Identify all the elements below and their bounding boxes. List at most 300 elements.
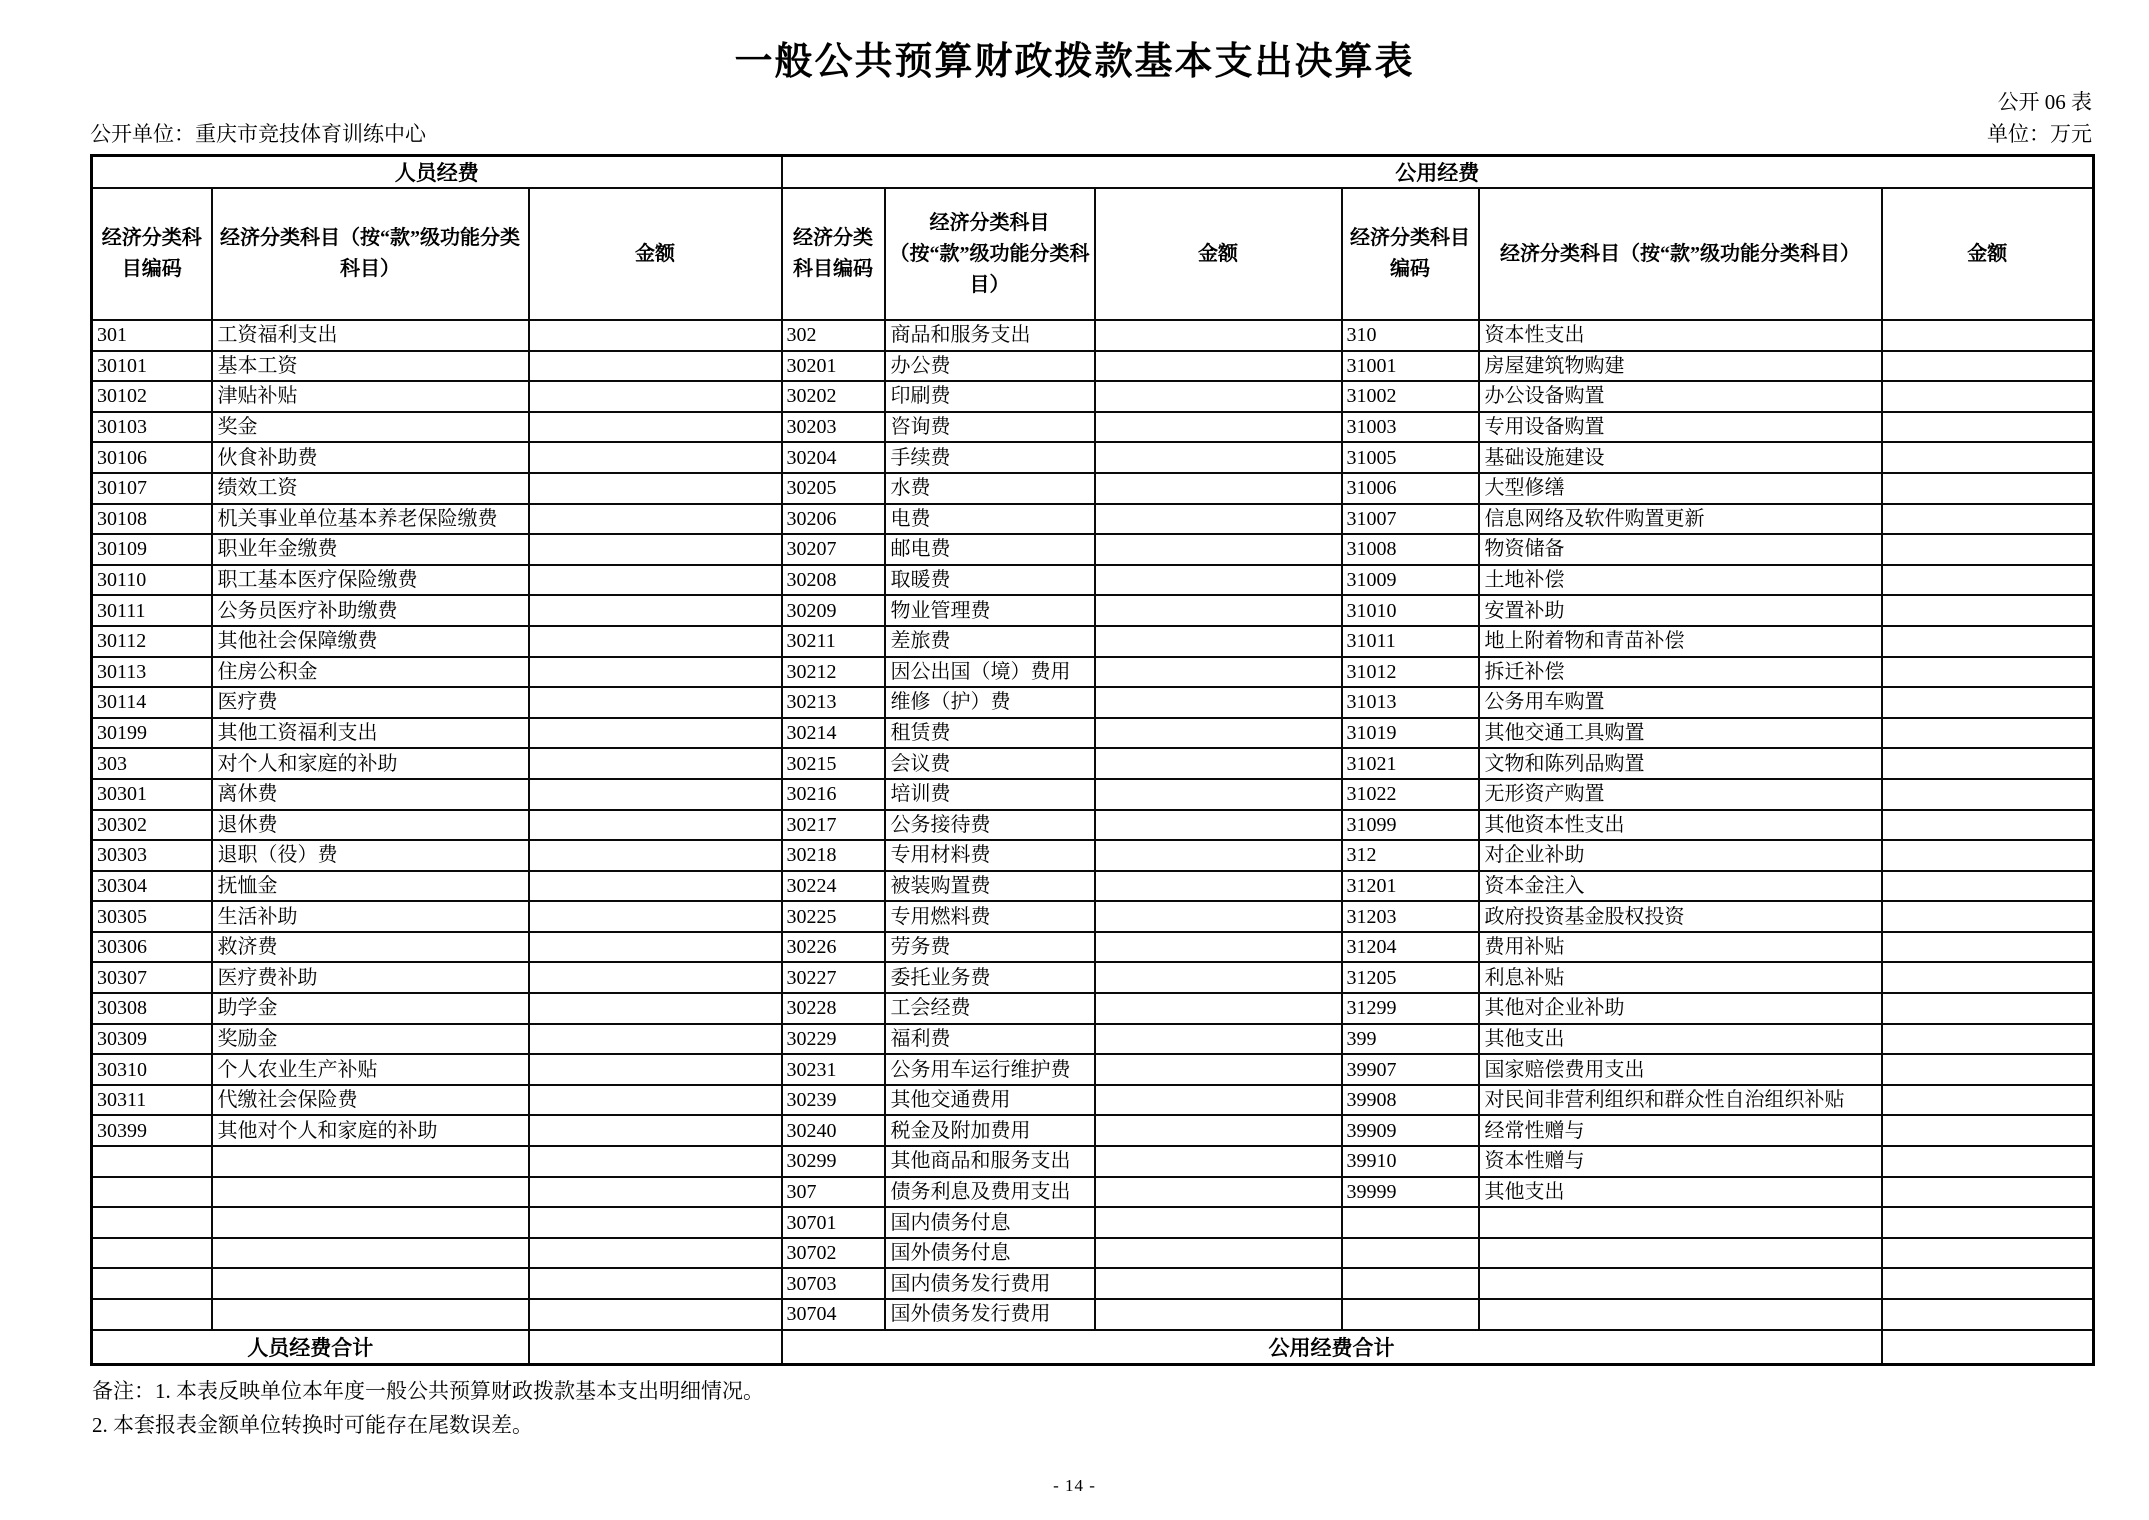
cell-code: 30108 (92, 504, 212, 535)
cell-code: 30111 (92, 595, 212, 626)
cell-code: 30229 (782, 1024, 885, 1055)
cell-amount (1095, 840, 1342, 871)
cell-amount (1882, 748, 2094, 779)
col-header-amount-2: 金额 (1095, 188, 1342, 320)
cell-subject (212, 1177, 529, 1208)
cell-code: 39907 (1342, 1054, 1479, 1085)
cell-amount (1095, 901, 1342, 932)
cell-amount (529, 1085, 782, 1116)
table-row (92, 1177, 2094, 1208)
cell-code: 30225 (782, 901, 885, 932)
cell-code: 30226 (782, 932, 885, 963)
cell-code: 31203 (1342, 901, 1479, 932)
table-row (92, 442, 2094, 473)
cell-subject: 代缴社会保险费 (212, 1085, 529, 1116)
cell-code: 31013 (1342, 687, 1479, 718)
cell-code: 30240 (782, 1115, 885, 1146)
cell-code: 39909 (1342, 1115, 1479, 1146)
cell-amount (1095, 351, 1342, 382)
cell-amount (1095, 1238, 1342, 1269)
table-row (92, 1054, 2094, 1085)
cell-code: 30207 (782, 534, 885, 565)
cell-amount (529, 657, 782, 688)
table-row (92, 840, 2094, 871)
cell-code (92, 1238, 212, 1269)
table-row (92, 473, 2094, 504)
cell-amount (1882, 381, 2094, 412)
cell-subject: 因公出国（境）费用 (885, 657, 1095, 688)
disclosure-unit: 公开单位：重庆市竞技体育训练中心 (90, 122, 426, 146)
page-number: - 14 - (1053, 1476, 1096, 1495)
cell-amount (1095, 381, 1342, 412)
cell-code: 39999 (1342, 1177, 1479, 1208)
cell-code: 31201 (1342, 871, 1479, 902)
cell-code: 30217 (782, 810, 885, 841)
cell-code: 30704 (782, 1299, 885, 1330)
cell-code: 307 (782, 1177, 885, 1208)
cell-code: 310 (1342, 320, 1479, 351)
cell-amount (529, 901, 782, 932)
cell-subject: 文物和陈列品购置 (1479, 748, 1882, 779)
cell-subject: 工资福利支出 (212, 320, 529, 351)
cell-amount (1882, 595, 2094, 626)
cell-subject: 费用补贴 (1479, 932, 1882, 963)
cell-amount (529, 412, 782, 443)
table-row (92, 748, 2094, 779)
cell-subject: 个人农业生产补贴 (212, 1054, 529, 1085)
cell-amount (529, 351, 782, 382)
cell-code: 301 (92, 320, 212, 351)
table-row (92, 626, 2094, 657)
cell-code: 30301 (92, 779, 212, 810)
cell-code (92, 1207, 212, 1238)
cell-amount (1095, 748, 1342, 779)
cell-subject: 退职（役）费 (212, 840, 529, 871)
cell-code: 30106 (92, 442, 212, 473)
cell-subject: 离休费 (212, 779, 529, 810)
cell-code: 399 (1342, 1024, 1479, 1055)
cell-code: 30112 (92, 626, 212, 657)
cell-subject: 培训费 (885, 779, 1095, 810)
cell-amount (1095, 1268, 1342, 1299)
cell-code (92, 1299, 212, 1330)
table-row (92, 962, 2094, 993)
cell-code: 30231 (782, 1054, 885, 1085)
cell-subject: 公务员医疗补助缴费 (212, 595, 529, 626)
cell-subject: 其他对企业补助 (1479, 993, 1882, 1024)
table-row (92, 351, 2094, 382)
cell-code: 30239 (782, 1085, 885, 1116)
cell-amount (1882, 901, 2094, 932)
cell-subject: 咨询费 (885, 412, 1095, 443)
cell-code: 30302 (92, 810, 212, 841)
cell-subject: 其他支出 (1479, 1177, 1882, 1208)
cell-subject (212, 1238, 529, 1269)
meta-row (90, 87, 2092, 150)
cell-amount (1882, 473, 2094, 504)
table-row (92, 381, 2094, 412)
cell-subject: 物业管理费 (885, 595, 1095, 626)
cell-subject: 对民间非营利组织和群众性自治组织补贴 (1479, 1085, 1882, 1116)
table-row (92, 412, 2094, 443)
cell-subject: 其他社会保障缴费 (212, 626, 529, 657)
cell-amount (1095, 1115, 1342, 1146)
cell-code: 30304 (92, 871, 212, 902)
cell-subject (212, 1299, 529, 1330)
cell-code: 30311 (92, 1085, 212, 1116)
cell-code: 31022 (1342, 779, 1479, 810)
cell-code: 30214 (782, 718, 885, 749)
cell-code: 31010 (1342, 595, 1479, 626)
cell-subject: 债务利息及费用支出 (885, 1177, 1095, 1208)
cell-amount (1095, 1177, 1342, 1208)
note-line-2: 2. 本套报表金额单位转换时可能存在尾数误差。 (92, 1413, 533, 1438)
cell-code: 31002 (1342, 381, 1479, 412)
cell-subject: 国内债务付息 (885, 1207, 1095, 1238)
table-row (92, 993, 2094, 1024)
cell-subject: 资本性赠与 (1479, 1146, 1882, 1177)
cell-code: 31205 (1342, 962, 1479, 993)
cell-code: 30308 (92, 993, 212, 1024)
cell-code: 30199 (92, 718, 212, 749)
cell-code: 30102 (92, 381, 212, 412)
table-row (92, 810, 2094, 841)
cell-code: 30702 (782, 1238, 885, 1269)
cell-amount (1095, 993, 1342, 1024)
cell-amount (529, 320, 782, 351)
cell-subject: 津贴补贴 (212, 381, 529, 412)
cell-code: 30109 (92, 534, 212, 565)
cell-amount (1095, 504, 1342, 535)
table-body (92, 320, 2094, 1330)
cell-subject: 水费 (885, 473, 1095, 504)
cell-subject: 伙食补助费 (212, 442, 529, 473)
table-row (92, 718, 2094, 749)
table-row (92, 687, 2094, 718)
col-header-code-3: 经济分类科目编码 (1342, 188, 1479, 320)
cell-subject: 专用材料费 (885, 840, 1095, 871)
cell-subject: 对企业补助 (1479, 840, 1882, 871)
cell-code: 31008 (1342, 534, 1479, 565)
cell-subject: 机关事业单位基本养老保险缴费 (212, 504, 529, 535)
cell-subject: 医疗费补助 (212, 962, 529, 993)
cell-subject: 维修（护）费 (885, 687, 1095, 718)
table-row (92, 534, 2094, 565)
cell-amount (1882, 1238, 2094, 1269)
cell-amount (1882, 993, 2094, 1024)
cell-amount (529, 626, 782, 657)
cell-amount (529, 687, 782, 718)
meta-right (1987, 87, 2092, 150)
cell-code: 30307 (92, 962, 212, 993)
table-row (92, 1238, 2094, 1269)
unit-note: 单位：万元 (1987, 121, 2092, 146)
cell-subject: 奖金 (212, 412, 529, 443)
cell-subject: 公务接待费 (885, 810, 1095, 841)
cell-subject: 绩效工资 (212, 473, 529, 504)
cell-amount (529, 871, 782, 902)
cell-amount (1882, 810, 2094, 841)
cell-code: 30215 (782, 748, 885, 779)
cell-amount (1882, 626, 2094, 657)
cell-code: 31003 (1342, 412, 1479, 443)
col-header-subject-1: 经济分类科目（按“款”级功能分类科目） (212, 188, 529, 320)
cell-amount (529, 718, 782, 749)
table-row (92, 1146, 2094, 1177)
cell-code: 31009 (1342, 565, 1479, 596)
cell-code: 39908 (1342, 1085, 1479, 1116)
cell-subject: 办公费 (885, 351, 1095, 382)
cell-amount (1882, 320, 2094, 351)
cell-amount (1882, 1299, 2094, 1330)
table-row (92, 565, 2094, 596)
cell-subject: 大型修缮 (1479, 473, 1882, 504)
cell-code: 30201 (782, 351, 885, 382)
cell-subject: 政府投资基金股权投资 (1479, 901, 1882, 932)
cell-amount (1095, 473, 1342, 504)
cell-amount (1095, 412, 1342, 443)
cell-code: 30204 (782, 442, 885, 473)
cell-amount (1882, 351, 2094, 382)
cell-amount (1095, 320, 1342, 351)
cell-subject: 国外债务发行费用 (885, 1299, 1095, 1330)
cell-code: 31099 (1342, 810, 1479, 841)
cell-subject: 其他资本性支出 (1479, 810, 1882, 841)
cell-amount (1095, 962, 1342, 993)
cell-code: 30211 (782, 626, 885, 657)
cell-code: 30399 (92, 1115, 212, 1146)
cell-amount (1095, 534, 1342, 565)
total-row (92, 1330, 2094, 1365)
cell-code: 31005 (1342, 442, 1479, 473)
cell-subject: 其他交通费用 (885, 1085, 1095, 1116)
cell-amount (529, 840, 782, 871)
cell-subject: 地上附着物和青苗补偿 (1479, 626, 1882, 657)
cell-amount (1095, 1146, 1342, 1177)
cell-subject: 委托业务费 (885, 962, 1095, 993)
cell-code: 30206 (782, 504, 885, 535)
cell-amount (1882, 962, 2094, 993)
cell-code: 30701 (782, 1207, 885, 1238)
cell-subject: 经常性赠与 (1479, 1115, 1882, 1146)
cell-code: 312 (1342, 840, 1479, 871)
cell-code: 30114 (92, 687, 212, 718)
cell-subject: 劳务费 (885, 932, 1095, 963)
cell-code: 30228 (782, 993, 885, 1024)
cell-code: 31204 (1342, 932, 1479, 963)
cell-subject: 办公设备购置 (1479, 381, 1882, 412)
cell-subject: 基础设施建设 (1479, 442, 1882, 473)
cell-amount (1882, 1177, 2094, 1208)
cell-amount (1095, 657, 1342, 688)
cell-subject: 奖励金 (212, 1024, 529, 1055)
cell-code: 30299 (782, 1146, 885, 1177)
cell-code: 30224 (782, 871, 885, 902)
cell-code: 30103 (92, 412, 212, 443)
cell-amount (529, 1177, 782, 1208)
cell-amount (529, 442, 782, 473)
table-row (92, 1299, 2094, 1330)
col-header-code-1: 经济分类科目编码 (92, 188, 212, 320)
cell-subject (1479, 1268, 1882, 1299)
cell-amount (529, 565, 782, 596)
table-row (92, 320, 2094, 351)
cell-code: 31012 (1342, 657, 1479, 688)
cell-code (92, 1177, 212, 1208)
cell-subject: 国外债务付息 (885, 1238, 1095, 1269)
cell-code: 30205 (782, 473, 885, 504)
cell-amount (1882, 840, 2094, 871)
cell-subject: 抚恤金 (212, 871, 529, 902)
table-row (92, 901, 2094, 932)
cell-subject: 物资储备 (1479, 534, 1882, 565)
cell-amount (1882, 1115, 2094, 1146)
cell-amount (1095, 626, 1342, 657)
cell-amount (1882, 779, 2094, 810)
cell-code: 31019 (1342, 718, 1479, 749)
cell-subject: 无形资产购置 (1479, 779, 1882, 810)
cell-code (1342, 1299, 1479, 1330)
form-code: 公开 06 表 (1997, 90, 2092, 114)
col-header-amount-3: 金额 (1882, 188, 2094, 320)
cell-code: 31006 (1342, 473, 1479, 504)
cell-amount (1882, 718, 2094, 749)
cell-code: 30309 (92, 1024, 212, 1055)
cell-subject: 其他商品和服务支出 (885, 1146, 1095, 1177)
cell-amount (529, 473, 782, 504)
cell-amount (529, 595, 782, 626)
cell-subject: 拆迁补偿 (1479, 657, 1882, 688)
cell-subject: 取暖费 (885, 565, 1095, 596)
table-row (92, 657, 2094, 688)
cell-subject: 国家赔偿费用支出 (1479, 1054, 1882, 1085)
cell-code: 30303 (92, 840, 212, 871)
cell-code: 30113 (92, 657, 212, 688)
cell-code (1342, 1207, 1479, 1238)
personnel-total-amount (529, 1330, 782, 1365)
cell-amount (1095, 595, 1342, 626)
column-header-row (92, 188, 2094, 320)
cell-subject: 邮电费 (885, 534, 1095, 565)
table-row (92, 1207, 2094, 1238)
cell-amount (1882, 1207, 2094, 1238)
cell-amount (1882, 534, 2094, 565)
cell-code: 30213 (782, 687, 885, 718)
cell-subject: 职业年金缴费 (212, 534, 529, 565)
personnel-total-label: 人员经费合计 (92, 1330, 529, 1365)
cell-subject: 税金及附加费用 (885, 1115, 1095, 1146)
cell-amount (1095, 871, 1342, 902)
cell-subject: 电费 (885, 504, 1095, 535)
cell-code (1342, 1238, 1479, 1269)
cell-amount (1095, 687, 1342, 718)
cell-amount (1882, 1054, 2094, 1085)
cell-code: 30305 (92, 901, 212, 932)
table-row (92, 871, 2094, 902)
cell-subject: 国内债务发行费用 (885, 1268, 1095, 1299)
cell-subject: 其他支出 (1479, 1024, 1882, 1055)
cell-code: 30202 (782, 381, 885, 412)
cell-code: 30227 (782, 962, 885, 993)
cell-amount (1095, 718, 1342, 749)
cell-subject (212, 1146, 529, 1177)
cell-code: 30101 (92, 351, 212, 382)
cell-amount (529, 1238, 782, 1269)
table-row (92, 504, 2094, 535)
cell-subject: 公务用车购置 (1479, 687, 1882, 718)
cell-subject: 住房公积金 (212, 657, 529, 688)
cell-code: 31299 (1342, 993, 1479, 1024)
budget-table (90, 154, 2095, 1366)
cell-code: 30203 (782, 412, 885, 443)
cell-amount (529, 779, 782, 810)
cell-amount (1882, 871, 2094, 902)
cell-amount (1882, 412, 2094, 443)
cell-code: 302 (782, 320, 885, 351)
cell-code: 30209 (782, 595, 885, 626)
cell-subject (212, 1207, 529, 1238)
cell-amount (1095, 1299, 1342, 1330)
cell-amount (529, 534, 782, 565)
cell-amount (529, 748, 782, 779)
cell-amount (1882, 504, 2094, 535)
table-row (92, 1268, 2094, 1299)
table-row (92, 932, 2094, 963)
cell-code: 31001 (1342, 351, 1479, 382)
cell-amount (529, 810, 782, 841)
cell-subject: 公务用车运行维护费 (885, 1054, 1095, 1085)
cell-code: 31021 (1342, 748, 1479, 779)
cell-amount (529, 1299, 782, 1330)
cell-amount (529, 1146, 782, 1177)
table-row (92, 595, 2094, 626)
cell-subject: 医疗费 (212, 687, 529, 718)
cell-amount (529, 504, 782, 535)
cell-subject: 印刷费 (885, 381, 1095, 412)
cell-subject: 租赁费 (885, 718, 1095, 749)
cell-amount (529, 1115, 782, 1146)
cell-amount (1095, 779, 1342, 810)
cell-subject: 职工基本医疗保险缴费 (212, 565, 529, 596)
cell-amount (529, 993, 782, 1024)
cell-subject: 福利费 (885, 1024, 1095, 1055)
cell-subject: 手续费 (885, 442, 1095, 473)
cell-code: 30310 (92, 1054, 212, 1085)
cell-amount (529, 1054, 782, 1085)
cell-subject (1479, 1207, 1882, 1238)
cell-amount (529, 962, 782, 993)
cell-amount (1095, 932, 1342, 963)
cell-subject: 信息网络及软件购置更新 (1479, 504, 1882, 535)
cell-subject: 会议费 (885, 748, 1095, 779)
cell-amount (1882, 1085, 2094, 1116)
cell-amount (1095, 1085, 1342, 1116)
cell-subject: 土地补偿 (1479, 565, 1882, 596)
cell-code: 30212 (782, 657, 885, 688)
cell-code: 30306 (92, 932, 212, 963)
cell-amount (1095, 565, 1342, 596)
public-total-label: 公用经费合计 (782, 1330, 1882, 1365)
cell-subject: 差旅费 (885, 626, 1095, 657)
cell-subject (1479, 1299, 1882, 1330)
cell-subject: 利息补贴 (1479, 962, 1882, 993)
cell-subject: 商品和服务支出 (885, 320, 1095, 351)
cell-amount (529, 1207, 782, 1238)
cell-subject: 对个人和家庭的补助 (212, 748, 529, 779)
cell-subject: 生活补助 (212, 901, 529, 932)
cell-code: 30208 (782, 565, 885, 596)
cell-amount (1095, 442, 1342, 473)
